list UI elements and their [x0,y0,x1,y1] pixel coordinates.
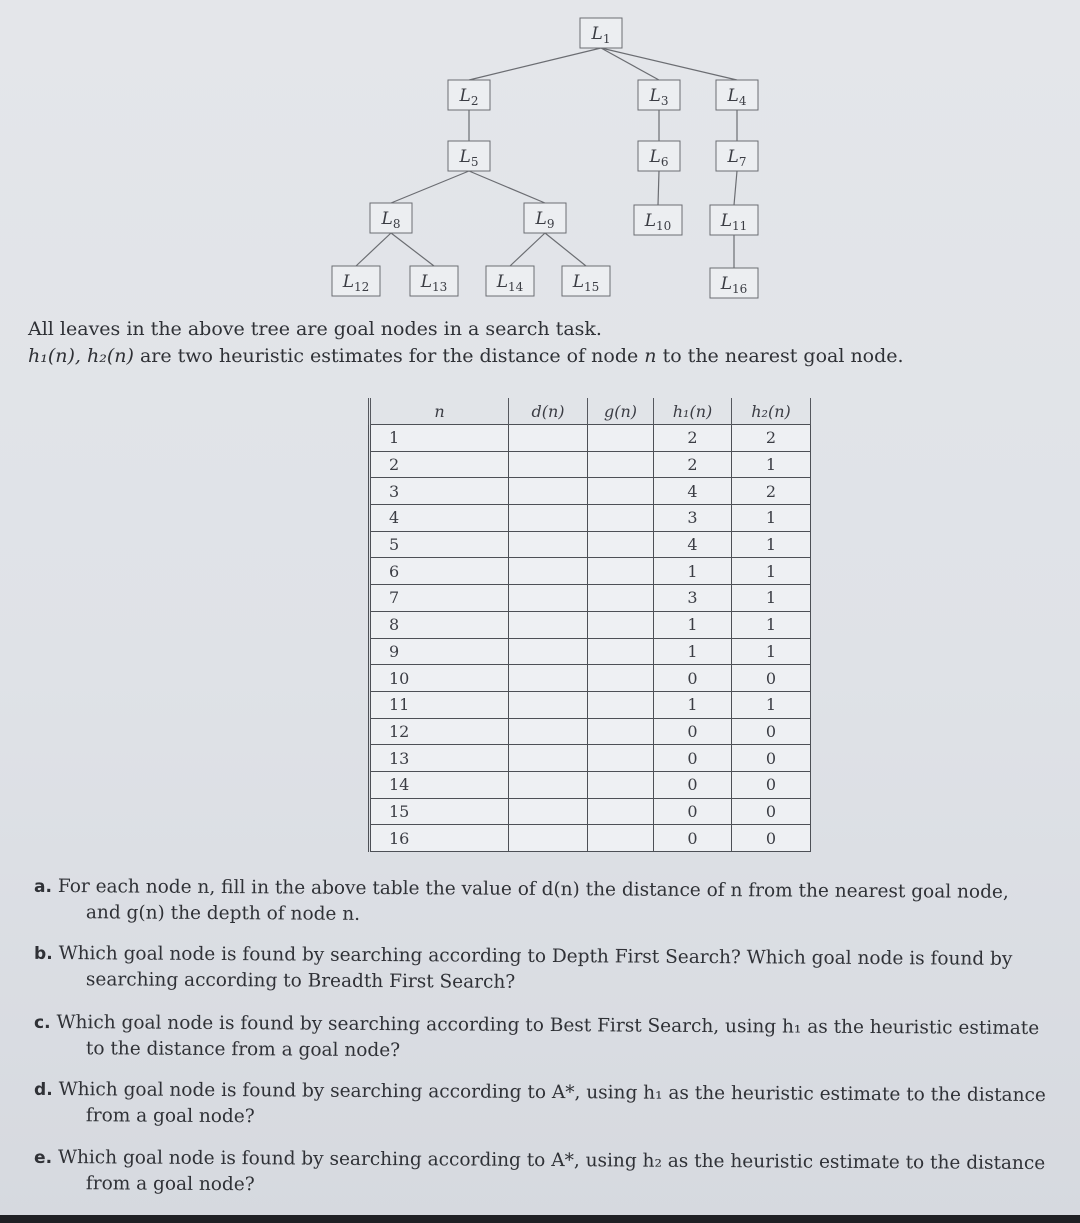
cell-h2: 1 [732,451,811,478]
tree-node-letter: L [459,147,471,167]
heuristics-table [368,398,811,852]
cell-h1: 0 [654,718,732,745]
cell-h1: 0 [654,798,732,825]
header-h1: h₁(n) [654,398,732,425]
cell-h2: 0 [732,665,811,692]
tree-node-subscript: 13 [432,280,448,294]
table-row [370,451,811,478]
question-e-text-2: from a goal node? [85,1173,255,1196]
cell-n: 3 [370,478,509,505]
tree-node-l10 [634,205,682,235]
intro-line-1: All leaves in the above tree are goal nodes in a search task. [28,318,602,340]
header-h2: h₂(n) [732,398,811,425]
table-header-row [370,398,811,425]
cell-h2: 1 [732,505,811,532]
cell-g [588,665,654,692]
tree-edge [601,48,737,80]
header-n: n [370,398,509,425]
tree-node-subscript: 5 [470,155,479,169]
tree-node-l12 [332,266,380,296]
tree-node-letter: L [342,272,355,292]
cell-n: 8 [370,611,509,638]
cell-h2: 0 [732,718,811,745]
tree-node-subscript: 7 [738,155,747,169]
cell-n: 14 [370,771,509,798]
cell-g [588,825,654,852]
question-d-label: d. [34,1079,53,1100]
question-b-label: b. [34,943,53,964]
table-row [370,825,811,852]
cell-n: 7 [370,585,509,612]
cell-d [509,665,588,692]
cell-h2: 2 [732,425,811,452]
table-row [370,425,811,452]
cell-n: 15 [370,798,509,825]
cell-h1: 1 [654,638,732,665]
tree-node-subscript: 3 [660,94,669,108]
table-row [370,665,811,692]
tree-node-l8 [370,203,412,233]
cell-h1: 0 [654,665,732,692]
cell-g [588,611,654,638]
heuristics-symbols: h₁(n), h₂(n) [28,345,134,367]
cell-g [588,771,654,798]
tree-node-l9 [524,203,566,233]
tree-node-letter: L [720,274,733,294]
question-d [34,1077,1054,1134]
cell-d [509,691,588,718]
table-row [370,611,811,638]
tree-node-subscript: 10 [656,219,672,233]
table-row [370,745,811,772]
table-row [370,638,811,665]
tree-node-letter: L [727,86,739,106]
cell-d [509,451,588,478]
table-body [370,425,811,852]
question-d-text-2: from a goal node? [85,1105,255,1128]
cell-h2: 1 [732,611,811,638]
tree-node-subscript: 8 [392,217,401,231]
cell-g [588,451,654,478]
cell-n: 2 [370,451,509,478]
question-a-text-2: and g(n) the depth of node n. [85,902,361,925]
cell-d [509,611,588,638]
tree-node-subscript: 16 [732,282,748,296]
question-e-text-1: Which goal node is found by searching according to A*, using h₂ as the heuristic estimate to the distance [57,1147,1046,1175]
cell-h1: 4 [654,478,732,505]
cell-d [509,505,588,532]
cell-d [509,718,588,745]
question-a [34,874,1054,931]
cell-h2: 0 [732,798,811,825]
tree-node-letter: L [420,272,433,292]
tree-edge [391,233,434,266]
table-row [370,585,811,612]
cell-h1: 4 [654,531,732,558]
question-b-text-2: searching according to Breadth First Search? [85,969,516,993]
question-c-text-1: Which goal node is found by searching according to Best First Search, using h₁ as the heuristic estimate [56,1012,1040,1040]
cell-n: 5 [370,531,509,558]
cell-h2: 1 [732,531,811,558]
search-tree [0,0,1080,310]
cell-g [588,505,654,532]
tree-node-subscript: 12 [354,280,370,294]
tree-edge [545,233,586,266]
tree-node-letter: L [535,209,547,229]
cell-g [588,798,654,825]
table-row [370,558,811,585]
question-e [34,1145,1054,1202]
tree-edge [469,48,601,80]
cell-h1: 1 [654,691,732,718]
tree-node-subscript: 6 [660,155,669,169]
question-a-text-1: For each node n, fill in the above table the value of d(n) the distance of n from the nearest goal node, [57,876,1009,903]
table-row [370,478,811,505]
node-variable: n [644,345,657,367]
cell-n: 10 [370,665,509,692]
tree-node-subscript: 9 [546,217,555,231]
tree-node-letter: L [496,272,509,292]
tree-edge [601,48,659,80]
tree-edge [391,171,469,203]
question-b-text-1: Which goal node is found by searching according to Depth First Search? Which goal node is found by [58,943,1013,970]
cell-g [588,425,654,452]
question-c-text-2: to the distance from a goal node? [85,1038,401,1062]
cell-n: 6 [370,558,509,585]
table-row [370,691,811,718]
cell-g [588,558,654,585]
tree-node-l13 [410,266,458,296]
question-e-label: e. [34,1147,53,1168]
tree-node-subscript: 11 [732,219,748,233]
cell-g [588,585,654,612]
tree-node-l15 [562,266,610,296]
cell-h2: 0 [732,771,811,798]
tree-edge [469,171,545,203]
table-row [370,798,811,825]
header-d: d(n) [509,398,588,425]
cell-h1: 2 [654,451,732,478]
tree-node-letter: L [459,86,471,106]
cell-n: 16 [370,825,509,852]
cell-g [588,638,654,665]
tree-node-subscript: 15 [584,280,600,294]
intro-line-2 [28,345,904,367]
tree-node-letter: L [720,211,733,231]
table-row [370,505,811,532]
cell-g [588,691,654,718]
cell-d [509,745,588,772]
tree-node-subscript: 2 [470,94,479,108]
tree-node-subscript: 14 [508,280,524,294]
tree-node-l3 [638,80,680,110]
cell-h2: 2 [732,478,811,505]
cell-d [509,478,588,505]
screen-bottom-edge [0,1215,1080,1223]
tree-node-l16 [710,268,758,298]
cell-d [509,825,588,852]
cell-n: 13 [370,745,509,772]
tree-node-subscript: 4 [738,94,747,108]
cell-h2: 1 [732,558,811,585]
cell-n: 1 [370,425,509,452]
cell-n: 12 [370,718,509,745]
question-d-text-1: Which goal node is found by searching according to A*, using h₁ as the heuristic estimate to the distance [58,1079,1046,1107]
cell-n: 9 [370,638,509,665]
tree-node-letter: L [649,86,661,106]
cell-n: 11 [370,691,509,718]
cell-g [588,718,654,745]
cell-d [509,425,588,452]
cell-h1: 3 [654,505,732,532]
cell-h1: 3 [654,585,732,612]
cell-d [509,531,588,558]
tree-node-l11 [710,205,758,235]
table-row [370,718,811,745]
cell-g [588,745,654,772]
intro-line-2-text: are two heuristic estimates for the distance of node [133,345,645,367]
tree-edge [356,233,391,266]
question-b [34,941,1054,998]
cell-h1: 1 [654,558,732,585]
table-row [370,771,811,798]
cell-d [509,558,588,585]
cell-h1: 2 [654,425,732,452]
tree-edge [658,171,659,205]
tree-node-l7 [716,141,758,171]
cell-h1: 0 [654,771,732,798]
cell-g [588,531,654,558]
intro-line-2-end: to the nearest goal node. [656,345,904,367]
table-row [370,531,811,558]
cell-n: 4 [370,505,509,532]
tree-node-letter: L [649,147,661,167]
tree-node-subscript: 1 [602,32,611,46]
cell-h2: 1 [732,585,811,612]
tree-node-letter: L [644,211,657,231]
tree-edge [510,233,545,266]
cell-h2: 1 [732,691,811,718]
cell-d [509,638,588,665]
cell-g [588,478,654,505]
question-c [34,1010,1054,1067]
header-g: g(n) [588,398,654,425]
tree-node-l2 [448,80,490,110]
tree-node-l14 [486,266,534,296]
tree-node-l6 [638,141,680,171]
tree-node-letter: L [381,209,393,229]
question-a-label: a. [34,876,53,897]
cell-h2: 0 [732,745,811,772]
cell-h2: 0 [732,825,811,852]
cell-h1: 0 [654,825,732,852]
question-c-label: c. [34,1012,51,1033]
cell-d [509,585,588,612]
tree-node-l1 [580,18,622,48]
tree-node-letter: L [572,272,585,292]
tree-node-l5 [448,141,490,171]
tree-node-l4 [716,80,758,110]
cell-d [509,771,588,798]
cell-h1: 0 [654,745,732,772]
tree-node-letter: L [591,24,603,44]
cell-h2: 1 [732,638,811,665]
tree-node-letter: L [727,147,739,167]
tree-edge [734,171,737,205]
cell-h1: 1 [654,611,732,638]
cell-d [509,798,588,825]
